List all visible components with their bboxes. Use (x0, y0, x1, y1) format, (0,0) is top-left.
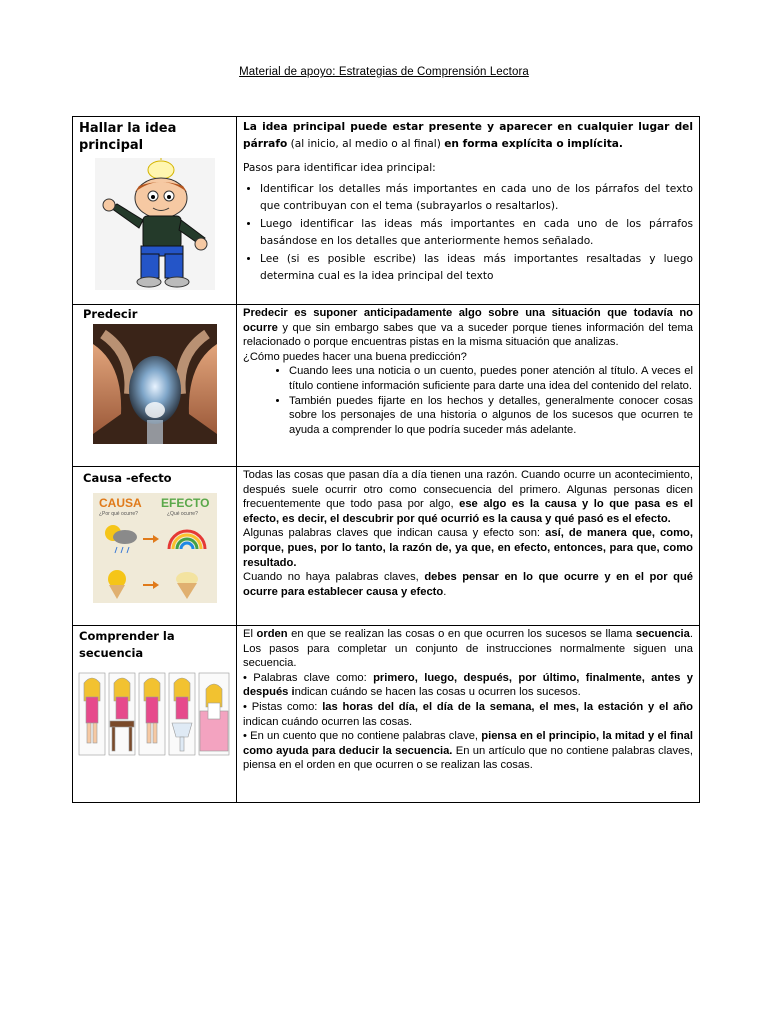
prediction-tips-list (243, 364, 693, 437)
list-item: • Identificar los detalles más importantes en cada uno de los párrafos del texto que contribuyan con el tema (subrayarlos o resaltarlos). (260, 181, 693, 215)
text-run: • Pistas como: (243, 700, 323, 713)
strategy-cell (73, 626, 237, 803)
strategy-heading: Hallar la idea principal (79, 121, 177, 153)
strategy-cell (73, 117, 237, 305)
sequence-frame-5 (199, 673, 229, 755)
prediction-explanation: y que sin embargo sabes que va a suceder porque tienes información del tema relacionado o porque encuentras pistas en la misma situación que analizas. (243, 321, 693, 349)
strategy-description (237, 305, 700, 467)
cause-effect-intro: Todas las cosas que pasan día a día tienen una razón. Cuando ocurre un acontecimiento, después suele ocurrir otro como consecuencia del primero. Algunas personas dicen frecuentemente que todo pasa por algo, (243, 469, 693, 511)
period: . (443, 585, 447, 598)
text-run: indican cuándo ocurren las cosas. (243, 715, 413, 728)
steps-title: Pasos para identificar idea principal: (243, 162, 436, 174)
text-run: En un artículo que no contiene palabras claves, piensa en el orden en que ocurren o se realizan las cosas. (243, 744, 693, 772)
main-idea-position: (al inicio, al medio o al final) (287, 138, 445, 150)
table-row (73, 117, 700, 305)
strategy-cell (73, 305, 237, 467)
list-item: • Luego identificar las ideas más importantes en cada uno de los párrafos basándose en los detalles que anteriormente hemos señalado. (260, 216, 693, 250)
text-run-bold: secuencia (635, 628, 690, 640)
strategy-description (237, 626, 700, 803)
table-row (73, 305, 700, 467)
text-run: en que se realizan las cosas o en que ocurren los sucesos se llama (287, 628, 636, 640)
strategies-table (72, 116, 700, 803)
main-idea-statement: La idea principal puede estar presente y aparecer en cualquier lugar del párrafo (243, 121, 693, 150)
efecto-sub-label: ¿Qué ocurre? (166, 511, 198, 517)
text-run-bold: las horas del día, el día de la semana, el mes, la estación y el año (322, 700, 693, 713)
strategy-cell (73, 467, 237, 626)
sequence-frame-4 (169, 673, 195, 755)
list-item: • Lee (si es posible escribe) las ideas más importantes resaltadas y luego determina cual es la idea principal del texto (260, 251, 693, 285)
text-run: • Palabras clave como: (243, 671, 374, 684)
list-item: • También puedes fijarte en los hechos y detalles, generalmente conocer cosas sobre los personajes de una historia o algunos de los sucesos que ocurren te ayuda a comprender lo que podría suceder más adelante. (289, 394, 693, 438)
table-row (73, 467, 700, 626)
steps-list (243, 181, 693, 285)
main-idea-form: en forma explícita o implícita. (444, 138, 623, 150)
text-run: El (243, 628, 257, 640)
efecto-label: EFECTO (160, 496, 209, 510)
prediction-definition: Predecir es suponer anticipadamente algo sobre una situación que todavía no ocurre (243, 307, 693, 334)
strategy-description (237, 467, 700, 626)
sequence-frame-2 (109, 673, 135, 755)
keywords-intro: Algunas palabras claves que indican causa y efecto son: (243, 527, 546, 540)
text-run-bold: orden (256, 628, 288, 640)
strategy-heading: Predecir (83, 307, 138, 321)
table-row (73, 626, 700, 803)
strategy-description (237, 117, 700, 305)
cause-effect-definition: ese algo es la causa y lo que pasa es el efecto, es decir, el descubrir por qué ocurrió es la causa y qué pasó es el efecto. (243, 498, 693, 525)
causa-sub-label: ¿Por qué ocurre? (98, 511, 138, 517)
text-run: ndican cuándo se hacen las cosas u ocurren los sucesos. (294, 686, 581, 699)
no-keywords-advice: debes pensar en lo que ocurre y en el por qué ocurre para establecer causa y efecto (243, 571, 694, 598)
text-run: • En un cuento que no contiene palabras clave, (243, 730, 482, 743)
text-run-bold: primero, luego, después, por último, finalmente, antes y después i (243, 671, 693, 699)
list-item: • Cuando lees una noticia o un cuento, puedes poner atención al título. A veces el título contiene información suficiente para darte una idea del contenido del relato. (289, 364, 693, 393)
cause-effect-illustration (93, 493, 217, 603)
sequence-frame-3 (139, 673, 165, 755)
strategy-heading: Causa -efecto (83, 471, 172, 485)
no-keywords-intro: Cuando no haya palabras claves, (243, 571, 425, 584)
strategy-heading: Comprender la secuencia (79, 629, 175, 660)
causa-label: CAUSA (98, 496, 142, 510)
sequence-illustration (78, 671, 230, 757)
sequence-frame-1 (79, 673, 105, 755)
prediction-question: ¿Cómo puedes hacer una buena predicción? (243, 350, 467, 363)
text-run: . Los pasos para completar un conjunto de instrucciones normalmente siguen una secuencia. (243, 628, 693, 670)
thinking-boy-illustration (95, 158, 215, 290)
keywords-list: así, de manera que, como, porque, pues, por lo tanto, la razón de, ya que, en efecto, entonces, para que, como resultado. (243, 527, 693, 569)
crystal-ball-image (93, 324, 217, 444)
document-title: Material de apoyo: Estrategias de Comprensión Lectora (239, 66, 529, 78)
text-run-bold: piensa en el principio, la mitad y el final como ayuda para deducir la secuencia. (243, 730, 693, 757)
